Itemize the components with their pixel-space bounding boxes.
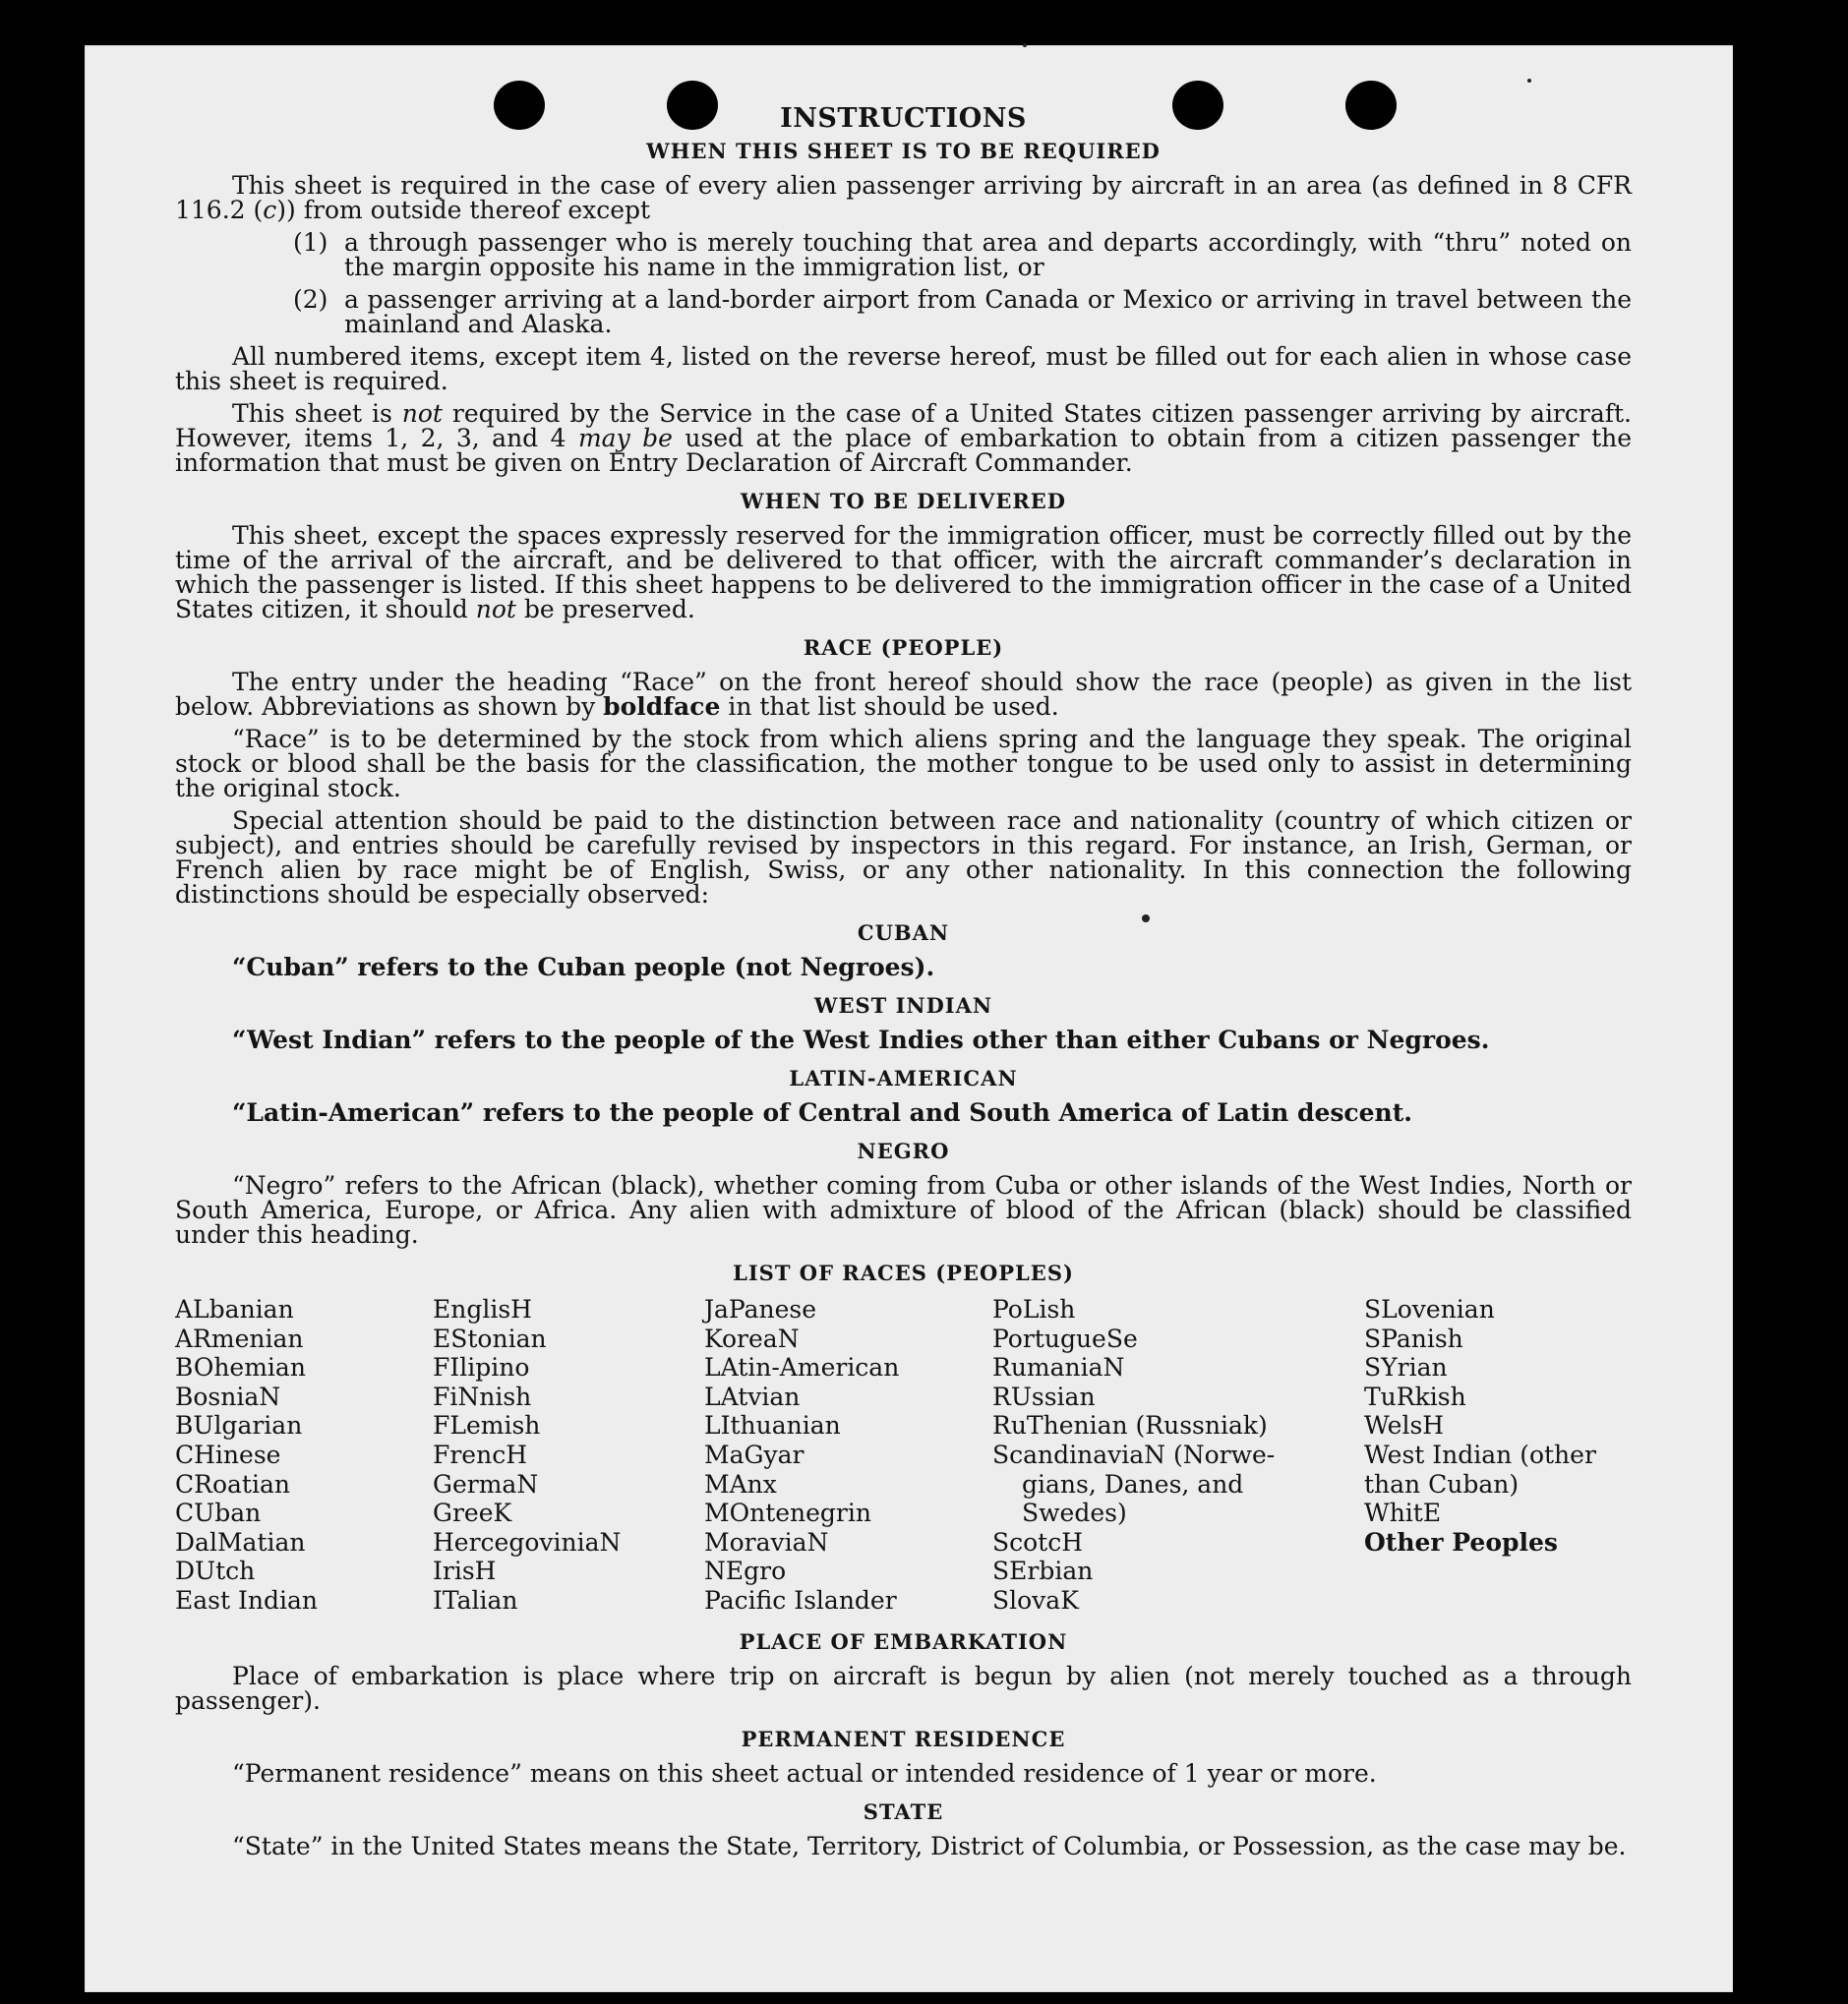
race-entry: BOhemian	[175, 1353, 306, 1383]
definition-residence: “Permanent residence” means on this sheet actual or intended residence of 1 year or more.	[232, 1758, 1377, 1788]
race-entry: EnglisH	[433, 1295, 532, 1324]
race-column	[175, 1295, 433, 1616]
definition-latin-american: “Latin-American” refers to the people of Central and South America of Latin descent.	[232, 1098, 1412, 1127]
race-entry: RUssian	[992, 1382, 1096, 1411]
heading-negro: NEGRO	[857, 1139, 950, 1163]
race-entry: ARmenian	[175, 1324, 304, 1353]
paragraph-race-nationality: Special attention should be paid to the distinction between race and nationality (country of which citizen or subject), and entries should be carefully revised by inspectors in this regard. For instance, an Irish, German, or French alien by race might be of English, Swiss, or any other nationality. In this connection the following distinctions should be especially observed:	[175, 806, 1632, 909]
race-entry: East Indian	[175, 1585, 318, 1615]
race-entry: IrisH	[433, 1557, 497, 1586]
race-column	[704, 1295, 992, 1616]
race-entry: MoraviaN	[704, 1527, 829, 1557]
definition-west-indian: “West Indian” refers to the people of the West Indies other than either Cubans or Negroes.	[232, 1026, 1490, 1054]
heading-residence: PERMANENT RESIDENCE	[741, 1726, 1066, 1751]
race-entry: CUban	[175, 1499, 262, 1528]
instructions-body	[175, 103, 1633, 1866]
race-entry: MAnx	[704, 1469, 777, 1499]
heading-cuban: CUBAN	[857, 920, 950, 945]
heading-list-of-races: LIST OF RACES (PEOPLES)	[733, 1261, 1074, 1285]
race-entry: than Cuban)	[1364, 1469, 1520, 1499]
race-entry: GermaN	[433, 1469, 539, 1499]
race-entry: ITalian	[433, 1585, 518, 1615]
exception-item: (2) a passenger arriving at a land-border airport from Canada or Mexico or arriving in travel between the mainland and Alaska.	[293, 285, 1632, 338]
definition-embarkation: Place of embarkation is place where trip on aircraft is begun by alien (not merely touched as a through passenger).	[175, 1661, 1632, 1715]
race-entry: DUtch	[175, 1557, 256, 1586]
race-entry: Pacific Islander	[704, 1585, 897, 1615]
race-entry: LIthuanian	[704, 1411, 841, 1441]
race-entry: NEgro	[704, 1557, 787, 1586]
race-entry: GreeK	[433, 1499, 512, 1528]
page-title: INSTRUCTIONS	[780, 103, 1027, 134]
document-sheet	[85, 45, 1733, 1992]
heading-race: RACE (PEOPLE)	[803, 635, 1004, 660]
race-entry: TuRkish	[1364, 1382, 1466, 1411]
race-entry: LAtin-American	[704, 1353, 900, 1383]
race-entry: FrencH	[433, 1440, 527, 1469]
exception-item: (1) a through passenger who is merely touching that area and departs accordingly, with “thru” noted on the margin opposite his name in the immigration list, or	[293, 228, 1632, 281]
race-entry: FiNnish	[433, 1382, 532, 1411]
paragraph-race-stock: “Race” is to be determined by the stock from which aliens spring and the language they speak. The original stock or blood shall be the basis for the classification, the mother tongue to be used only to assist in determining the original stock.	[175, 725, 1632, 802]
paragraph-required-intro: This sheet is required in the case of every alien passenger arriving by aircraft in an area (as defined in 8 CFR 116.2 (c)) from outside thereof except	[175, 171, 1632, 224]
race-column	[1364, 1295, 1632, 1616]
race-entry: SlovaK	[992, 1585, 1079, 1615]
speck	[1023, 43, 1027, 47]
race-entry: WhitE	[1364, 1499, 1442, 1528]
race-entry: SYrian	[1364, 1353, 1448, 1383]
race-entry: PortugueSe	[992, 1324, 1138, 1353]
paragraph-delivered: This sheet, except the spaces expressly reserved for the immigration officer, must be correctly filled out by the time of the arrival of the aircraft, and be delivered to that officer, with the aircraft commander’s declaration in which the passenger is listed. If this sheet happens to be delivered to the immigration officer in the case of a United States citizen, it should not be preserved.	[175, 521, 1632, 623]
race-entry: SLovenian	[1364, 1295, 1495, 1324]
heading-embarkation: PLACE OF EMBARKATION	[739, 1628, 1068, 1654]
race-entry: RumaniaN	[992, 1353, 1125, 1383]
race-entry: LAtvian	[704, 1382, 801, 1411]
race-entry: CRoatian	[175, 1469, 290, 1499]
heading-required: WHEN THIS SHEET IS TO BE REQUIRED	[646, 139, 1161, 163]
race-column	[433, 1295, 704, 1616]
race-list	[175, 1295, 1632, 1616]
definition-cuban: “Cuban” refers to the Cuban people (not Negroes).	[232, 953, 935, 981]
heading-delivered: WHEN TO BE DELIVERED	[740, 489, 1066, 513]
race-entry: FIlipino	[433, 1353, 530, 1383]
race-entry: ScandinaviaN (Norwe-	[992, 1440, 1276, 1469]
paragraph-race-entry: The entry under the heading “Race” on the front hereof should show the race (people) as given in the list below. Abbreviations as shown by boldface in that list should be used.	[175, 668, 1632, 721]
paragraph-numbered-items: All numbered items, except item 4, listed on the reverse hereof, must be filled out for each alien in whose case this sheet is required.	[175, 342, 1632, 395]
race-entry: HercegoviniaN	[433, 1527, 622, 1557]
race-entry: SErbian	[992, 1557, 1094, 1586]
race-entry: Other Peoples	[1364, 1527, 1558, 1557]
definition-state: “State” in the United States means the State, Territory, District of Columbia, or Possession, as the case may be.	[232, 1831, 1627, 1860]
race-entry: JaPanese	[704, 1295, 817, 1324]
race-entry: BosniaN	[175, 1382, 281, 1411]
race-entry: BUlgarian	[175, 1411, 303, 1441]
race-entry: Swedes)	[1022, 1499, 1127, 1528]
race-entry: ScotcH	[992, 1527, 1084, 1557]
race-entry: RuThenian (Russniak)	[992, 1411, 1268, 1441]
definition-negro: “Negro” refers to the African (black), whether coming from Cuba or other islands of the West Indies, North or South America, Europe, or Africa. Any alien with admixture of blood of the African (black) should be classified under this heading.	[175, 1171, 1632, 1249]
speck	[1527, 79, 1531, 83]
race-entry: DalMatian	[175, 1527, 306, 1557]
race-entry: EStonian	[433, 1324, 547, 1353]
race-entry: MaGyar	[704, 1440, 805, 1469]
race-column	[992, 1295, 1364, 1616]
race-entry: FLemish	[433, 1411, 541, 1441]
race-entry: KoreaN	[704, 1324, 800, 1353]
race-entry: CHinese	[175, 1440, 281, 1469]
race-entry: SPanish	[1364, 1324, 1463, 1353]
heading-latin-american: LATIN-AMERICAN	[789, 1066, 1018, 1090]
race-entry: ALbanian	[175, 1295, 294, 1324]
paragraph-citizen: This sheet is not required by the Service in the case of a United States citizen passenger arriving by aircraft. However, items 1, 2, 3, and 4 may be used at the place of embarkation to obtain from a citizen passenger the information that must be given on Entry Declaration of Aircraft Commander.	[175, 399, 1633, 477]
race-entry: PoLish	[992, 1295, 1076, 1324]
race-entry: MOntenegrin	[704, 1499, 871, 1528]
heading-state: STATE	[863, 1798, 944, 1824]
race-entry: gians, Danes, and	[1022, 1469, 1244, 1499]
race-entry: West Indian (other	[1364, 1440, 1596, 1469]
race-entry: WelsH	[1364, 1411, 1445, 1441]
heading-west-indian: WEST INDIAN	[813, 993, 993, 1018]
